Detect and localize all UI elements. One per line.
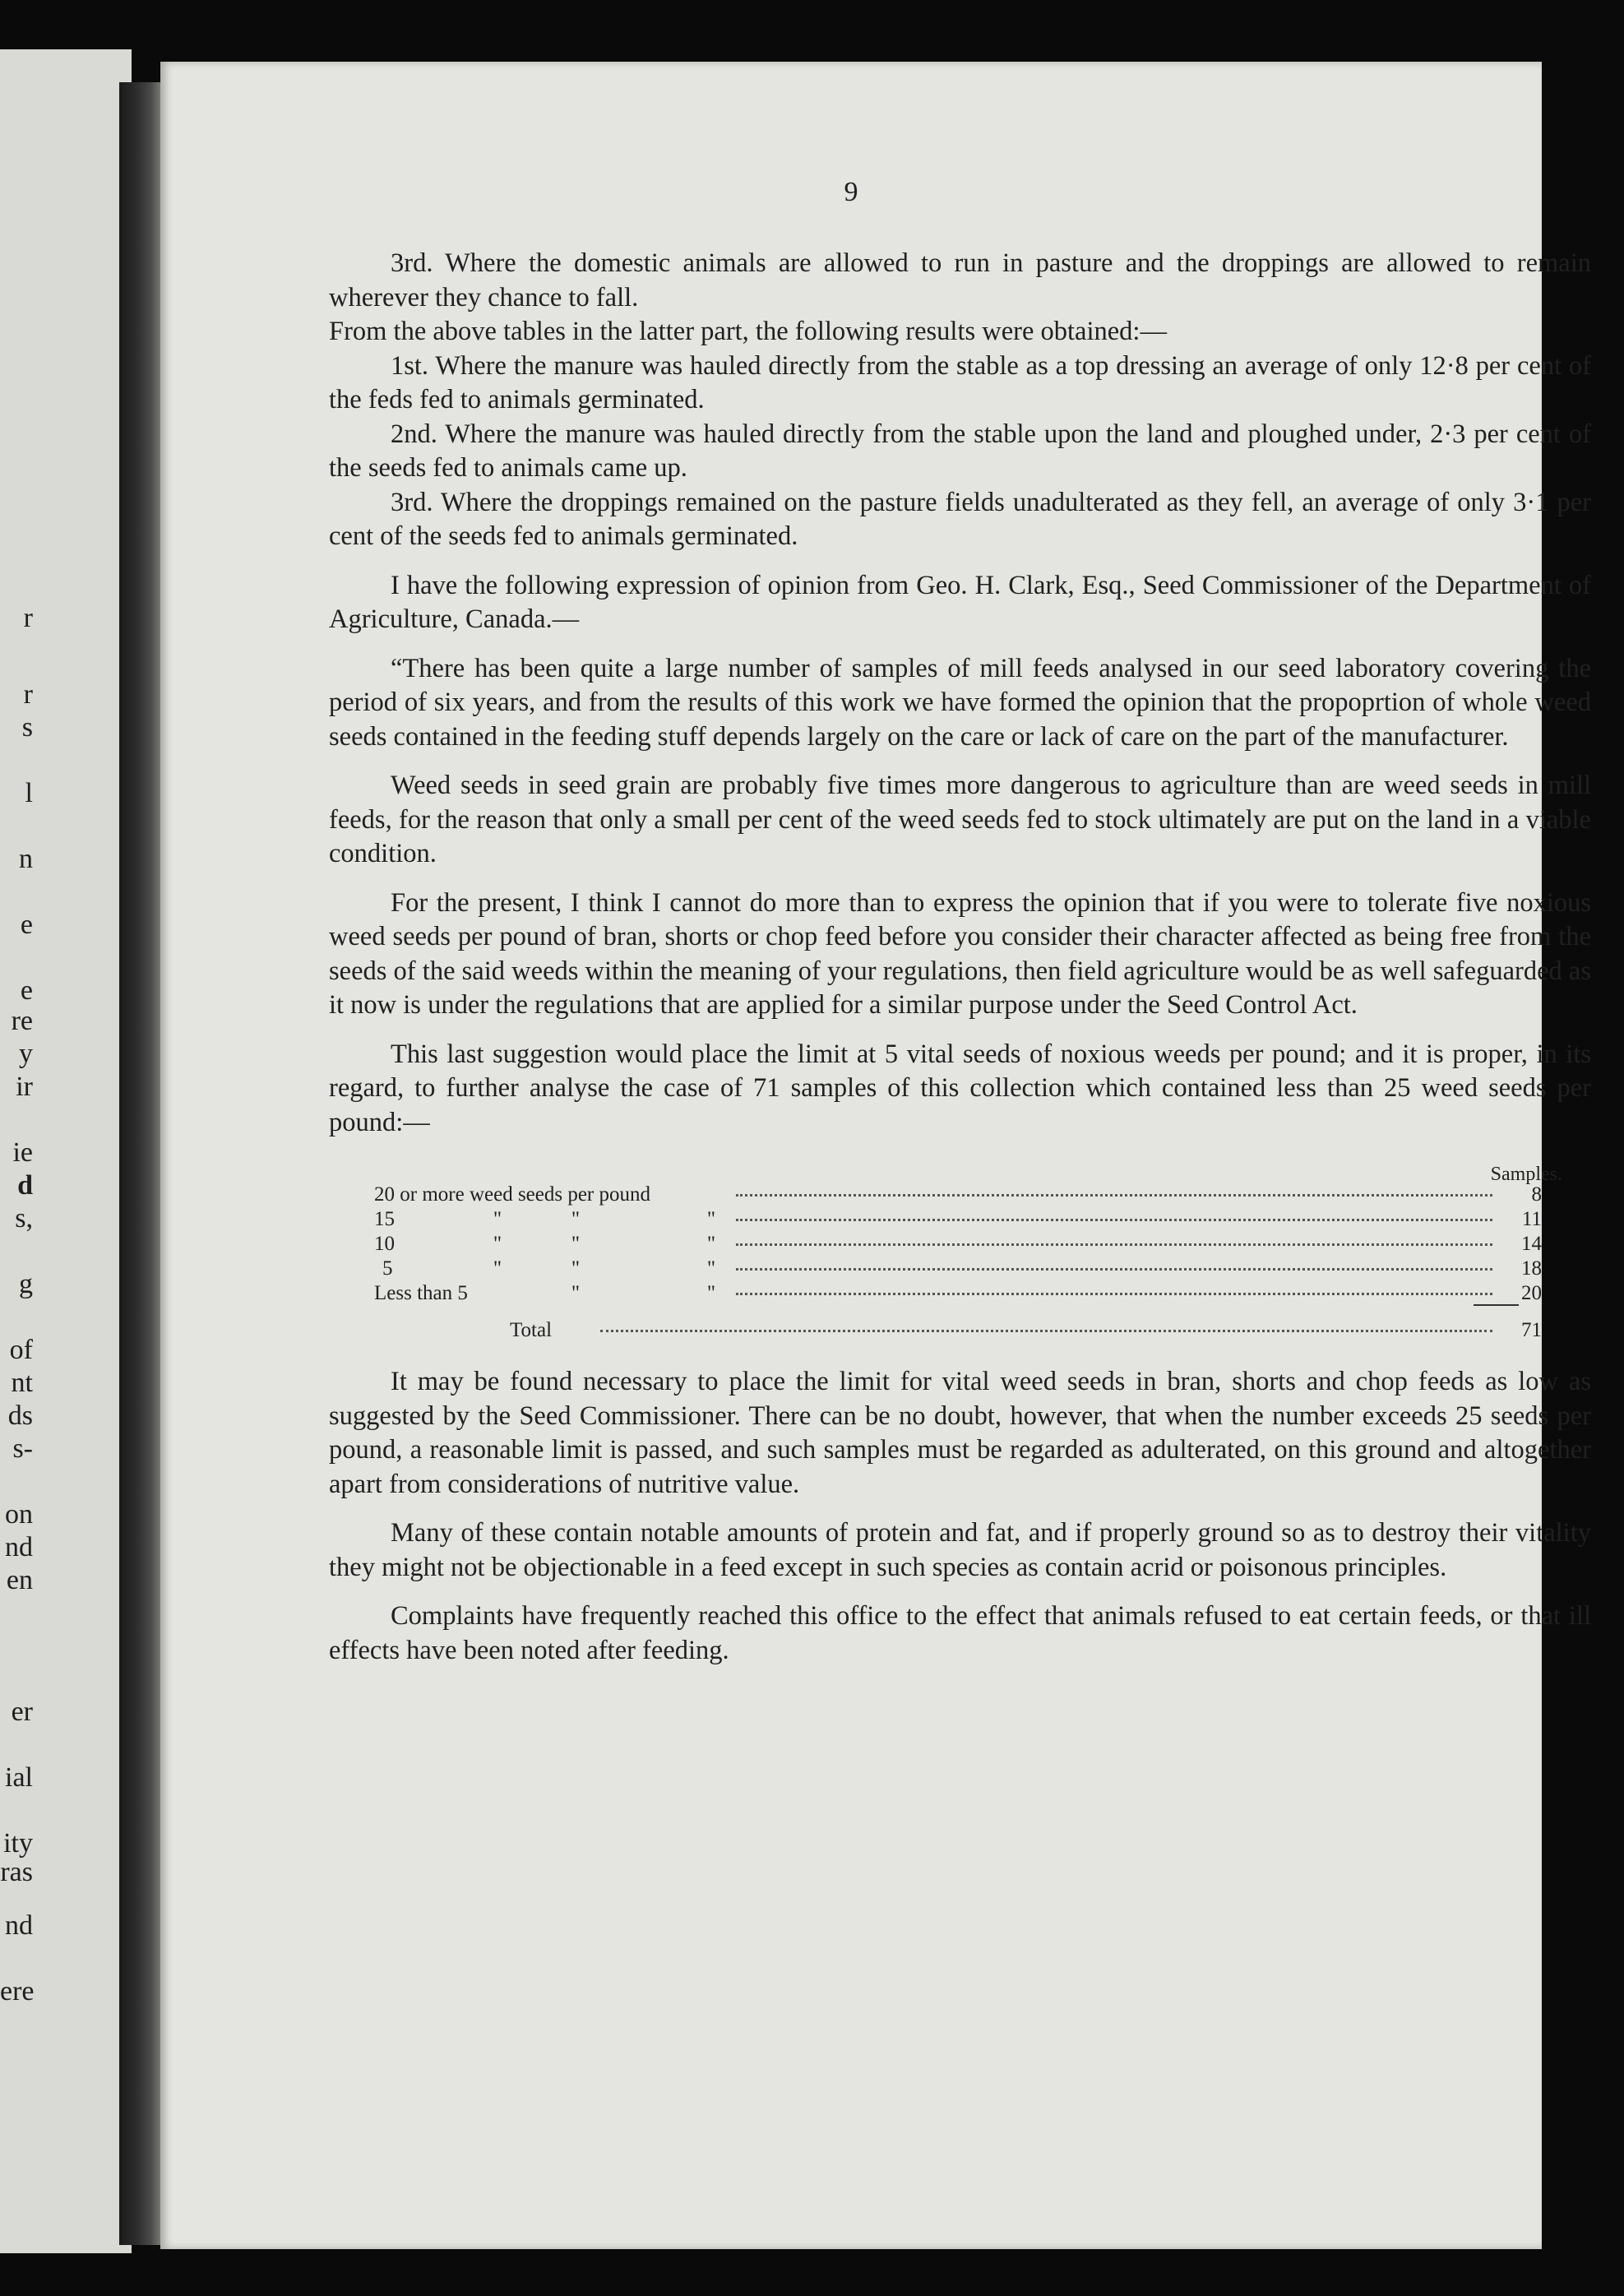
left-page-fragment: e [20,975,33,1006]
row-label: 5 [382,1257,393,1280]
ditto-mark: " [571,1282,581,1304]
total-rule [1474,1304,1519,1306]
ditto-mark: " [493,1233,502,1255]
left-page-fragment: ity [3,1828,33,1859]
left-page-fragment: l [25,778,33,808]
left-page-fragment: d [17,1170,33,1201]
left-page-fragment: n [19,844,33,874]
table-header: Samples. [1490,1164,1562,1185]
left-page-fragment: ir [16,1072,33,1102]
paragraph: Many of these contain notable amounts of protein and fat, and if properly ground so as to destroy their vitality they might not be objectionable in a feed except in such species as contain acrid or poisonous principles. [329,1518,1591,1582]
paragraph: Weed seeds in seed grain are probably five times more dangerous to agriculture than are weed seeds in mill feeds, for the reason that only a small per cent of the weed seeds fed to stock ultimately are put on the land in a viable condition. [329,771,1591,868]
left-page-fragment: nd [5,1910,33,1941]
left-page-fragment: en [6,1565,33,1595]
row-label: 15 [374,1208,395,1230]
row-value: 18 [1521,1257,1542,1280]
row-value: 14 [1521,1233,1542,1255]
left-page-fragment: s- [12,1433,33,1464]
table-total-row [329,1318,1542,1343]
leader-dots [600,1330,1492,1332]
paragraph: From the above tables in the latter part, the following results were obtained:— [329,317,1167,346]
paragraph: It may be found necessary to place the limit for vital weed seeds in bran, shorts and chop feeds as low as suggested by the Seed Commissioner. There can be no doubt, however, that when the number exceeds 25 seeds per pound, a reasonable limit is passed, and such samples must be regarded as adulterated, on this ground and altogether apart from considerations of nutritive value. [329,1367,1591,1499]
book-gutter-shadow [119,82,164,2245]
ditto-mark: " [571,1257,581,1280]
table-row [374,1257,1542,1281]
left-page-fragment: nt [11,1368,33,1398]
leader-dots [736,1243,1492,1246]
left-page-fragment: y [19,1039,33,1069]
ditto-mark: " [571,1233,581,1255]
row-value: 8 [1531,1183,1542,1206]
left-page-fragment: ie [12,1137,33,1168]
left-page-fragment: s, [15,1203,33,1234]
page-number: 9 [844,177,858,207]
paragraph: 2nd. Where the manure was hauled directly from the stable upon the land and ploughed under, 2·3 per cent of the seeds fed to animals came up. [329,419,1591,483]
left-page-fragment: ds [7,1400,33,1431]
left-page-edge [0,49,132,2253]
left-page-fragment: nd [5,1532,33,1562]
ditto-mark: " [493,1208,502,1230]
paragraph: I have the following expression of opinion from Geo. H. Clark, Esq., Seed Commissioner of the Department of Agriculture, Canada.— [329,570,1591,634]
left-page-fragment: g [19,1269,33,1299]
row-label: 20 or more weed seeds per pound [374,1183,651,1206]
body-text [329,247,1591,1668]
table-row [374,1183,1542,1207]
row-value: 11 [1521,1208,1542,1230]
left-page-fragment: e [20,910,33,940]
left-page-fragment: on [5,1499,33,1530]
ditto-mark: " [706,1282,716,1304]
table-row [374,1232,1542,1257]
left-page-fragment: r [23,679,33,710]
paragraph: 3rd. Where the droppings remained on the pasture fields unadulterated as they fell, an average of only 3·1 per cent of the seeds fed to animals germinated. [329,487,1591,551]
left-page-fragment: s [21,712,33,743]
left-page-fragment: ial [5,1762,33,1793]
row-label: Less than 5 [374,1282,468,1304]
left-page-fragment: er [11,1697,33,1727]
leader-dots [736,1194,1492,1197]
row-value: 20 [1521,1282,1542,1304]
paragraph: 3rd. Where the domestic animals are allowed to run in pasture and the droppings are allowed to remain wherever they chance to fall. [329,248,1591,312]
left-page-fragment: of [9,1335,33,1365]
leader-dots [736,1219,1492,1221]
left-page-fragment: re [11,1006,33,1036]
ditto-mark: " [493,1257,502,1280]
paragraph: “There has been quite a large number of samples of mill feeds analysed in our seed laboratory covering the period of six years, and from the results of this work we have formed the opinion that the propoprtion of whole weed seeds contained in the feeding stuff depends largely on the care or lack of care on the part of the manufacturer. [329,653,1591,752]
ditto-mark: " [706,1208,716,1230]
ditto-mark: " [706,1257,716,1280]
leader-dots [736,1268,1492,1271]
paragraph: Complaints have frequently reached this office to the effect that animals refused to eat certain feeds, or that ill effects have been noted after feeding. [329,1601,1591,1665]
left-page-fragment: ras [0,1857,33,1887]
weed-seed-table [329,1158,1591,1347]
total-label: Total [510,1319,553,1341]
paragraph: This last suggestion would place the limit at 5 vital seeds of noxious weeds per pound; and it is proper, in its regard, to further analyse the case of 71 samples of this collection which contained less than 25 weed seeds per pound:— [329,1039,1591,1137]
total-value: 71 [1521,1319,1542,1341]
table-row [374,1207,1542,1232]
document-page [160,62,1591,2249]
paragraph: 1st. Where the manure was hauled directly from the stable as a top dressing an average of only 12·8 per cent of the feds fed to animals germinated. [329,350,1591,414]
leader-dots [736,1293,1492,1295]
left-page-fragment: r [23,603,33,633]
paragraph: For the present, I think I cannot do more than to express the opinion that if you were to tolerate five noxious weed seeds per pound of bran, shorts or chop feed before you consider their character affected as being free from the seeds of the said weeds within the meaning of your regulations, then field agriculture would be as well safeguarded as it now is under the regulations that are applied for a similar purpose under the Seed Control Act. [329,887,1591,1020]
row-label: 10 [374,1233,395,1255]
left-page-fragment: ere [0,1976,35,2007]
ditto-mark: " [706,1233,716,1255]
ditto-mark: " [571,1208,581,1230]
table-row [374,1281,1542,1306]
